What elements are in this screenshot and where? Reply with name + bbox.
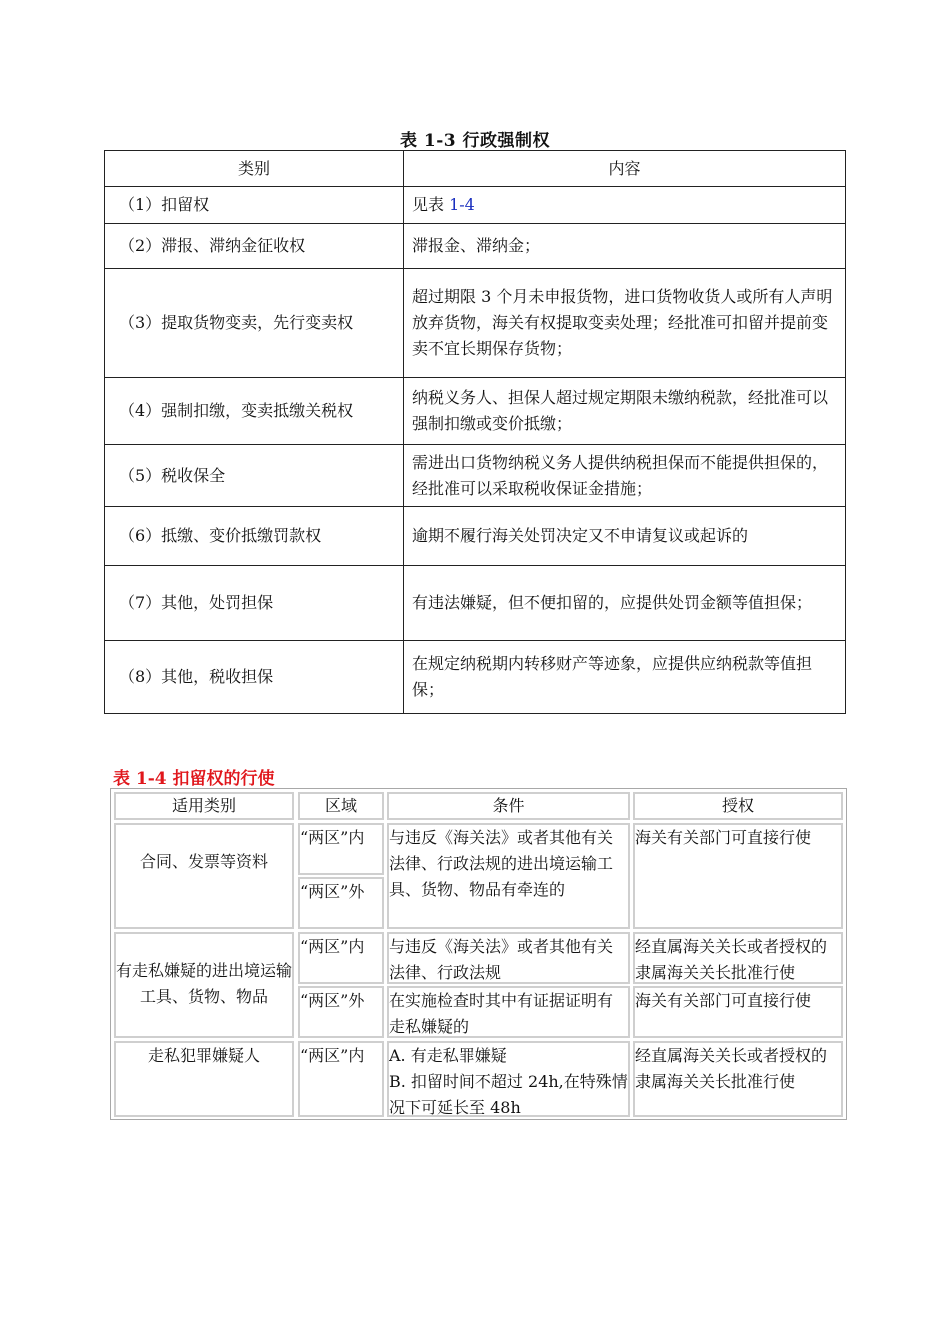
row-category: （6）抵缴、变价抵缴罚款权 <box>105 507 404 566</box>
area-cell: “两区”内 <box>298 1041 384 1117</box>
row-category: （2）滞报、滞纳金征收权 <box>105 224 404 269</box>
area-cell: “两区”外 <box>298 877 384 929</box>
table-row <box>105 445 846 507</box>
row-category: （7）其他，处罚担保 <box>105 566 404 641</box>
table-1-4-link[interactable]: 1-4 <box>449 195 475 214</box>
row-content: 纳税义务人、担保人超过规定期限未缴纳税款，经批准可以强制扣缴或变价抵缴； <box>404 378 846 445</box>
row-category: （8）其他，税收担保 <box>105 641 404 714</box>
condition-cell: 与违反《海关法》或者其他有关法律、行政法规的进出境运输工具、货物、物品有牵连的 <box>387 823 630 929</box>
table-row <box>105 566 846 641</box>
table-row <box>105 378 846 445</box>
table-1-4 <box>110 788 847 1120</box>
row-content: 需进出口货物纳税义务人提供纳税担保而不能提供担保的，经批准可以采取税收保证金措施； <box>404 445 846 507</box>
auth-cell: 海关有关部门可直接行使 <box>633 986 843 1038</box>
table-header-row <box>105 151 846 187</box>
header-category: 类别 <box>105 151 404 187</box>
auth-cell: 经直属海关关长或者授权的隶属海关关长批准行使 <box>633 932 843 984</box>
condition-cell: 与违反《海关法》或者其他有关法律、行政法规 <box>387 932 630 984</box>
row-content: 有违法嫌疑，但不便扣留的，应提供处罚金额等值担保； <box>404 566 846 641</box>
type-cell: 合同、发票等资料 <box>114 823 294 929</box>
header-auth: 授权 <box>633 792 843 820</box>
row-category: （3）提取货物变卖，先行变卖权 <box>105 269 404 378</box>
header-type: 适用类别 <box>114 792 294 820</box>
row-content: 滞报金、滞纳金； <box>404 224 846 269</box>
area-cell: “两区”外 <box>298 986 384 1038</box>
type-cell: 有走私嫌疑的进出境运输工具、货物、物品 <box>114 932 294 1038</box>
table-1-4-title: 表 1-4 扣留权的行使 <box>113 769 275 789</box>
auth-cell: 海关有关部门可直接行使 <box>633 823 843 929</box>
table-row <box>105 224 846 269</box>
row-content <box>404 187 846 224</box>
header-condition: 条件 <box>387 792 630 820</box>
table-row <box>105 507 846 566</box>
content-prefix: 见表 <box>412 195 450 214</box>
area-cell: “两区”内 <box>298 932 384 984</box>
header-content: 内容 <box>404 151 846 187</box>
table-1-3-title: 表 1-3 行政强制权 <box>399 131 551 151</box>
table-row <box>105 187 846 224</box>
row-category: （5）税收保全 <box>105 445 404 507</box>
area-cell: “两区”内 <box>298 823 384 875</box>
row-content: 在规定纳税期内转移财产等迹象，应提供应纳税款等值担保； <box>404 641 846 714</box>
row-category: （4）强制扣缴，变卖抵缴关税权 <box>105 378 404 445</box>
type-cell: 走私犯罪嫌疑人 <box>114 1041 294 1117</box>
table-row <box>105 269 846 378</box>
condition-a: A. 有走私罪嫌疑 <box>389 1046 507 1065</box>
condition-cell: 在实施检查时其中有证据证明有走私嫌疑的 <box>387 986 630 1038</box>
table-row <box>105 641 846 714</box>
auth-cell: 经直属海关关长或者授权的隶属海关关长批准行使 <box>633 1041 843 1117</box>
row-content: 逾期不履行海关处罚决定又不申请复议或起诉的 <box>404 507 846 566</box>
table-1-3 <box>104 150 846 714</box>
row-category: （1）扣留权 <box>105 187 404 224</box>
header-area: 区域 <box>298 792 384 820</box>
condition-cell <box>387 1041 630 1117</box>
condition-b: B. 扣留时间不超过 24h,在特殊情况下可延长至 48h <box>389 1072 628 1117</box>
row-content: 超过期限 3 个月未申报货物，进口货物收货人或所有人声明放弃货物，海关有权提取变卖处理；经批准可扣留并提前变卖不宜长期保存货物； <box>404 269 846 378</box>
